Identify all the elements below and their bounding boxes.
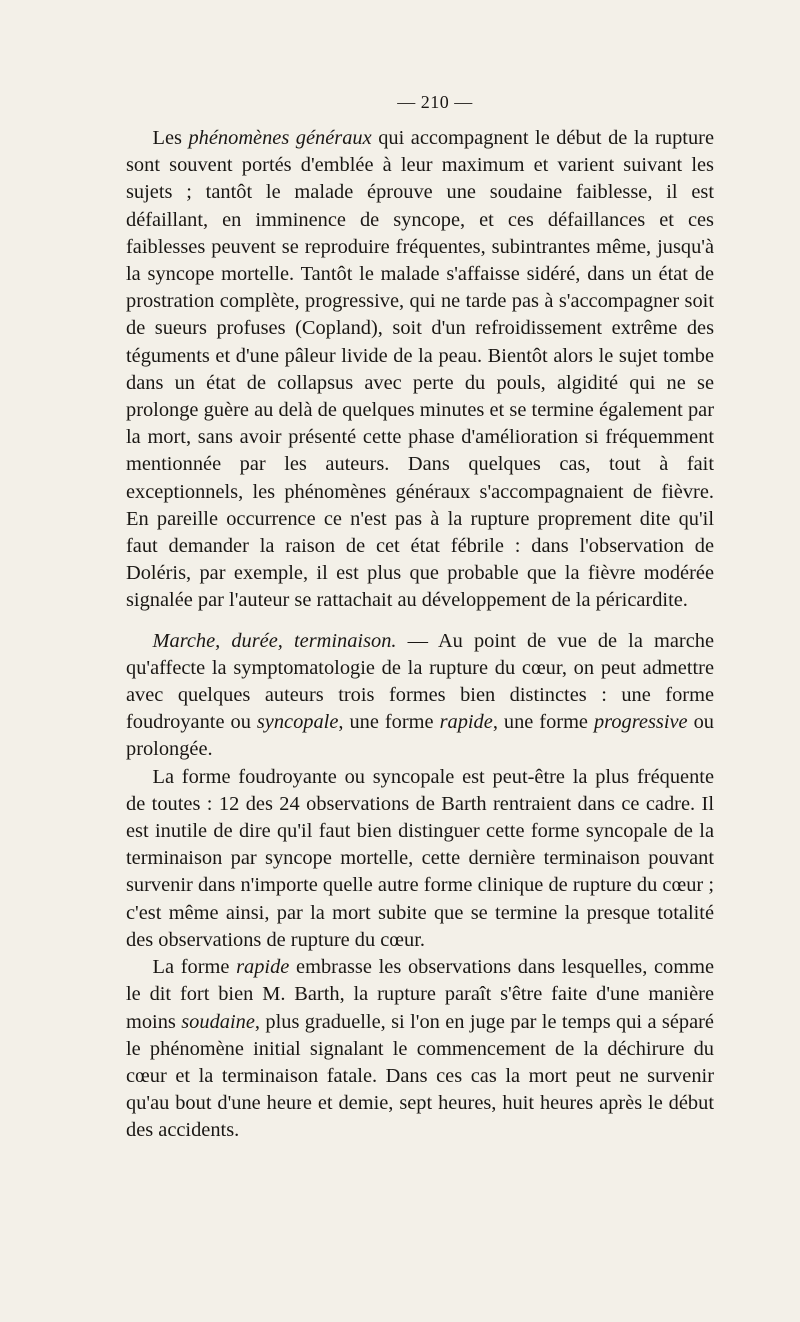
page-number: — 210 —: [397, 92, 473, 112]
text-run: qui accompagnent le début de la rupture sont souvent portés d'emblée à leur maximum et varient suivant les sujets ; tantôt le malade éprouve une soudaine faiblesse, il est défaillant, en imminence de syncope, et ces défaillances et ces faiblesses peuvent se reproduire fréquentes, subintrantes même, jusqu'à la syncope mortelle. Tantôt le malade s'affaisse sidéré, dans un état de prostration complète, progressive, qui ne tarde pas à s'accompagner soit de sueurs profuses (Copland), soit d'un refroidissement extrême des téguments et d'une pâleur livide de la peau. Bientôt alors le sujet tombe dans un état de collapsus avec perte du pouls, algidité qui ne se prolonge guère au delà de quelques minutes et se termine également par la mort, sans avoir présenté cette phase d'amélioration si fréquemment mentionnée par les auteurs. Dans quelques cas, tout à fait exceptionnels, les phénomènes généraux s'accompagnaient de fièvre. En pareille occurrence ce n'est pas à la rupture proprement dite qu'il faut demander la raison de cet état fébrile : dans l'observation de Doléris, par exemple, il est plus que probable que la fièvre modérée signalée par l'auteur se rattachait au développement de la péricardite.: [126, 127, 714, 612]
text-run: , une forme: [338, 711, 440, 734]
paragraph: [126, 628, 714, 764]
paragraph: [126, 764, 714, 954]
italic-term: Marche, durée, terminaison.: [152, 629, 397, 652]
text-run: , une forme: [492, 711, 594, 734]
paragraph: [126, 125, 714, 615]
text-run: ou prolongée.: [126, 711, 714, 761]
paragraph: [126, 954, 714, 1144]
italic-term: soudaine: [181, 1010, 255, 1033]
italic-term: syncopale: [256, 711, 339, 734]
italic-term: rapide: [439, 711, 493, 734]
italic-term: rapide: [236, 956, 290, 979]
text-run: embrasse les observations dans lesquelles, comme le dit fort bien M. Barth, la rupture paraît s'être faite d'une manière moins: [126, 956, 715, 1033]
text-run: — Au point de vue de la marche qu'affecte la symptomatologie de la rupture du cœur, on peut admettre avec quelques auteurs trois formes bien distinctes : une forme foudroyante ou: [126, 629, 714, 734]
text-run: , plus graduelle, si l'on en juge par le temps qui a séparé le phénomène initial signalant le commencement de la déchirure du cœur et la terminaison fatale. Dans ces cas la mort peut ne survenir qu'au bout d'une heure et demie, sept heures, huit heures après le début des accidents.: [126, 1010, 714, 1142]
text-body: [126, 125, 714, 1145]
italic-term: progressive: [593, 711, 688, 734]
italic-term: phénomènes généraux: [188, 127, 372, 149]
text-run: Les: [152, 127, 189, 149]
text-run: La forme foudroyante ou syncopale est peut-être la plus fréquente de toutes : 12 des 24 observations de Barth rentraient dans ce cadre. Il est inutile de dire qu'il faut bien distinguer cette forme syncopale de la terminaison par syncope mortelle, cette dernière terminaison pouvant survenir dans n'importe quelle autre forme clinique de rupture du cœur ; c'est même ainsi, par la mort subite que se termine la presque totalité des observations de rupture du cœur.: [126, 765, 714, 951]
text-run: La forme: [152, 956, 237, 979]
